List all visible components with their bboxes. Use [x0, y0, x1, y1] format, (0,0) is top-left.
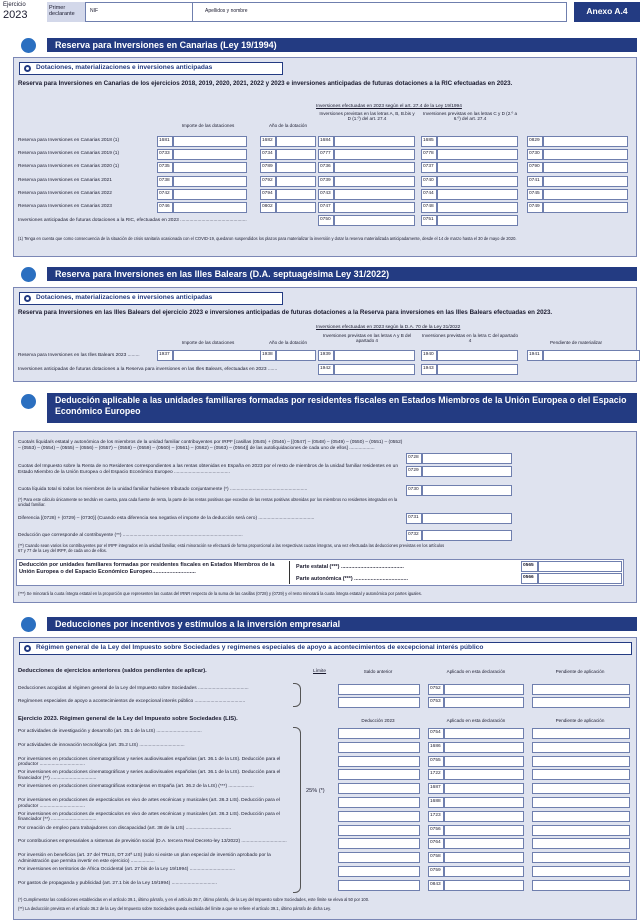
limite-label: Límite — [313, 669, 327, 674]
code-box: 1942 — [318, 364, 334, 375]
col-prev-cd: Inversiones previstas en las letras C y D (2.º a 6.º) del art. 27.4 — [422, 111, 518, 122]
aplicado-input[interactable] — [444, 742, 524, 753]
code-box: 0730 — [406, 485, 422, 496]
aplicado-input[interactable] — [444, 811, 524, 822]
code-box: 0755 — [428, 756, 444, 767]
code-box: 0752 — [428, 684, 444, 695]
anticipadas-cd-input[interactable] — [437, 215, 518, 226]
code-box: 0756 — [428, 825, 444, 836]
subsection-canarias — [19, 62, 283, 75]
canarias-row-label: Reserva para Inversiones en Canarias 2022 — [18, 190, 112, 196]
subsection-bullet-icon — [24, 295, 31, 302]
canarias-row-label: Reserva para Inversiones en Canarias 2020 (1) — [18, 164, 120, 170]
parte-estatal-label: Parte estatal (***) .......................................... — [296, 564, 404, 570]
canarias-intro: Reserva para Inversiones en Canarias de los ejercicios 2018, 2019, 2020, 2021, 2022 y 2023 e inversiones anticipadas de futuras dotaciones a la RIC efectuadas en 2023. — [18, 80, 513, 87]
pendiente-input[interactable] — [532, 811, 630, 822]
aplicado-input[interactable] — [444, 684, 524, 695]
deduccion-2023-input[interactable] — [338, 728, 420, 739]
code-box: 1939 — [318, 350, 334, 361]
ue-line-2: Cuotas del Impuesto sobre la Renta de no Residentes correspondientes a las rentas obtenidas en España en 2023 por el resto de miembros de la unidad familiar residentes en un Estado Miembro de la Unión Europea o del Espacio Económico Europeo .......................................... — [18, 464, 398, 476]
ue-diferencia-input[interactable] — [422, 513, 512, 524]
code-box: 0744 — [421, 189, 437, 200]
subsection-bullet-icon — [24, 65, 31, 72]
col-pendiente: Pendiente de aplicación — [555, 718, 605, 723]
baleares-value-input[interactable] — [437, 350, 518, 361]
code-box: 0802 — [260, 202, 276, 213]
canarias-value-input[interactable] — [334, 162, 415, 173]
code-box: 0731 — [406, 513, 422, 524]
ejercicio-title: Ejercicio 2023. Régimen general de la Ley del Impuesto sobre Sociedades (LIS). — [18, 716, 238, 722]
code-box: 1687 — [428, 783, 444, 794]
code-box: 0739 — [318, 176, 334, 187]
footnote-1: (*) Cumplimentar las condiciones establecidas en el artículo 39.1, último párrafo, y en el artículo 39.7, último párrafo, de la Ley del Impuesto sobre Sociedades, este límite se eleva al 50 por 100. — [18, 897, 370, 902]
baleares-anticipadas-label: Inversiones anticipadas de futuras dotaciones a la Reserva para inversiones en las Illes Balears, efectuadas en 2023 ....... — [18, 367, 278, 372]
canarias-value-input[interactable] — [334, 176, 415, 187]
ue-total-label: Deducción por unidades familiares formadas por residentes fiscales en Estados Miembros de la Unión Europea o del Espacio Económico Europeo............................ — [19, 562, 275, 575]
brace-anteriores — [293, 683, 301, 707]
code-box: 0764 — [428, 838, 444, 849]
subsection-incentivos — [19, 642, 632, 655]
subsection-title: Dotaciones, materializaciones e inversiones anticipadas — [36, 64, 213, 71]
canarias-value-input[interactable] — [437, 136, 518, 147]
code-box: 0566 — [521, 573, 538, 584]
anteriores-title: Deducciones de ejercicios anteriores (saldos pendientes de aplicar). — [18, 668, 207, 674]
pendiente-input[interactable] — [532, 742, 630, 753]
col-prev-c: Inversiones previstas en la letra C del apartado 4 — [422, 333, 519, 344]
col-saldo: Saldo anterior — [363, 669, 393, 674]
aplicado-input[interactable] — [444, 728, 524, 739]
pendiente-input[interactable] — [532, 728, 630, 739]
canarias-value-input[interactable] — [276, 162, 316, 173]
baleares-value-input[interactable] — [543, 350, 640, 361]
pendiente-input[interactable] — [532, 783, 630, 794]
parte-estatal-input[interactable] — [538, 561, 622, 572]
aplicado-input[interactable] — [444, 825, 524, 836]
canarias-value-input[interactable] — [543, 162, 628, 173]
code-box: 0790 — [527, 162, 543, 173]
ejercicio-row-label: Por inversiones en producciones cinematográficas y series audiovisuales españolas (art. 36.1 de la LIS). Deducción para el productor .................................. — [18, 756, 281, 768]
canarias-value-input[interactable] — [276, 136, 316, 147]
col-anio: Año de la dotación — [268, 340, 308, 345]
ue-line-1: Cuota/s líquida/s estatal y autonómica de los miembros de la unidad familiar contribuyentes por IRPF [casillas (0545) + (0546) – [(0547) – (0548) – (0549) – (0550) – (0551) – (0552) – (0553) – (0554) – (0555) – (0556) – (0557) – (0558) – (0559) – (0560) – (0561) – (0562) – (0563) – (0564)] de las autoliquidaciones de cada uno de ellos] ................... — [18, 440, 403, 452]
code-box: 1688 — [428, 797, 444, 808]
code-box: 1682 — [260, 136, 276, 147]
canarias-row-label: Reserva para Inversiones en Canarias 2019 (1) — [18, 151, 120, 157]
section-bullet-icon — [21, 617, 36, 632]
section-bullet-icon — [21, 267, 36, 282]
canarias-value-input[interactable] — [543, 202, 628, 213]
canarias-value-input[interactable] — [173, 149, 247, 160]
canarias-value-input[interactable] — [334, 149, 415, 160]
section-title-baleares: Reserva para Inversiones en las Illes Balears (D.A. septuagésima Ley 31/2022) — [47, 267, 637, 281]
code-box: 0829 — [527, 136, 543, 147]
canarias-row-label: Reserva para Inversiones en Canarias 2023 — [18, 204, 112, 209]
subsection-title: Dotaciones, materializaciones e inversiones anticipadas — [36, 294, 213, 301]
ejercicio-row-label: Por inversiones en producciones de espectáculos en vivo de artes escénicas y musicales (art. 36.3 LIS). Deducción para el productor .................................. — [18, 798, 280, 809]
col-importe: Importe de las dotaciones — [181, 123, 235, 128]
code-box: 0730 — [527, 149, 543, 160]
pendiente-input[interactable] — [532, 866, 630, 877]
canarias-value-input[interactable] — [437, 162, 518, 173]
code-box: 1937 — [157, 350, 173, 361]
code-box: 1938 — [260, 350, 276, 361]
aplicado-input[interactable] — [444, 783, 524, 794]
code-box: 0729 — [406, 466, 422, 477]
code-box: 0753 — [428, 697, 444, 708]
pendiente-input[interactable] — [532, 684, 630, 695]
code-box: 0751 — [421, 215, 437, 226]
aplicado-input[interactable] — [444, 838, 524, 849]
canarias-value-input[interactable] — [173, 176, 247, 187]
code-box: 0778 — [421, 149, 437, 160]
canarias-value-input[interactable] — [437, 189, 518, 200]
code-box: 0732 — [406, 530, 422, 541]
code-box: 1686 — [428, 742, 444, 753]
ue-note-3: (***) Se minorará la cuota íntegra estatal en la proporción que representen las cuotas del IRNR respecto de la suma de las casillas (0728) y (0729) y el resto minorará la cuota íntegra estatal y autonómica por partes iguales. — [18, 591, 422, 596]
ejercicio-row-label: Por actividades de innovación tecnológica (art. 35.2 LIS) .................................. — [18, 742, 185, 748]
code-box: 0745 — [527, 189, 543, 200]
annex-badge: Anexo A.4 — [574, 2, 640, 22]
pendiente-input[interactable] — [532, 769, 630, 780]
code-box: 1943 — [421, 364, 437, 375]
canarias-value-input[interactable] — [543, 136, 628, 147]
canarias-row-label: Reserva para Inversiones en Canarias 2018 (1) — [18, 138, 120, 143]
ejercicio-row-label: Por creación de empleo para trabajadores con discapacidad (art. 38 de la LIS) .................................. — [18, 825, 232, 831]
ue-note-2: (**) Cuando sean varios los contribuyentes por el IRPF integrados en la unidad familiar, está minoración se efectuará de forma proporcional a las respectivas cuotas íntegras, una vez efectuada las deducciones previstas en los artículos 67 y 77 de la Ley del IRPF, de cada uno de ellos. — [18, 543, 445, 554]
limit-value: 25% (*) — [306, 788, 325, 794]
divider — [289, 561, 291, 584]
ue-deduccion-input[interactable] — [422, 530, 512, 541]
brace-ejercicio — [293, 727, 301, 893]
code-box: 0746 — [157, 202, 173, 213]
ue-line-4: Diferencia [(0728) + (0729) – (0730)] (Cuando esta diferencia sea negativa el importe de la deducción será cero) .......................................... — [18, 516, 315, 521]
code-box: 0758 — [428, 852, 444, 863]
canarias-value-input[interactable] — [437, 176, 518, 187]
apellidos-label: Apellidos y nombre — [205, 8, 248, 14]
canarias-note: (1) Tenga en cuenta que como consecuencia de la situación de crisis sanitaria ocasionada con el COVID-19, quedaron suspendidos los plazos para materializar la inversión y dotar la reserva materializada anticipadamente, desde el 14 de marzo hasta el 30 de mayo de 2020. — [18, 236, 517, 241]
ue-cuota-conjunta-input[interactable] — [422, 485, 512, 496]
ejercicio-row-label: Por inversiones en producciones de espectáculos en vivo de artes escénicas y musicales (art. 36.3 LIS). Deducción para el financiador (**) .................................. — [18, 811, 280, 823]
primer-declarante-label: Primer declarante — [47, 2, 85, 22]
col-prev-a: Inversiones previstas en las letras A y B del apartado 4 — [322, 333, 412, 344]
code-box: 0728 — [406, 453, 422, 464]
aplicado-input[interactable] — [444, 880, 524, 891]
code-box: 0741 — [527, 176, 543, 187]
canarias-value-input[interactable] — [334, 202, 415, 213]
pendiente-input[interactable] — [532, 697, 630, 708]
canarias-value-input[interactable] — [334, 189, 415, 200]
canarias-value-input[interactable] — [543, 149, 628, 160]
code-box: 0792 — [260, 176, 276, 187]
code-box: 1685 — [421, 136, 437, 147]
deduccion-2023-input[interactable] — [338, 852, 420, 863]
section-title-canarias: Reserva para Inversiones en Canarias (Ley 19/1994) — [47, 38, 637, 52]
col-pendiente: Pendiente de aplicación — [555, 669, 605, 674]
baleares-value-input[interactable] — [173, 350, 269, 361]
code-box: 0794 — [260, 189, 276, 200]
code-box: 0747 — [318, 202, 334, 213]
deduccion-2023-input[interactable] — [338, 742, 420, 753]
aplicado-input[interactable] — [444, 756, 524, 767]
code-box: 0749 — [527, 202, 543, 213]
subsection-title: Régimen general de la Ley del Impuesto sobre Sociedades y regímenes especiales de apoyo a acontecimientos de excepcional interés público — [36, 644, 484, 651]
deduccion-2023-input[interactable] — [338, 838, 420, 849]
nif-label: NIF — [90, 8, 99, 14]
code-box: 0735 — [157, 162, 173, 173]
canarias-row-label: Reserva para Inversiones en Canarias 2021 — [18, 177, 112, 183]
baleares-anticipadas-c-input[interactable] — [437, 364, 518, 375]
code-box: 0737 — [421, 162, 437, 173]
anteriores-row-label: Deducciones acogidas al régimen general de la Ley del Impuesto sobre Sociedades ...................................... — [18, 686, 249, 691]
code-box: 0759 — [428, 866, 444, 877]
deduccion-2023-input[interactable] — [338, 797, 420, 808]
section-title-ue: Deducción aplicable a las unidades familiares formadas por residentes fiscales en Estados Miembros de la Unión Europea o del Espacio Económico Europeo — [47, 393, 637, 423]
form-header — [0, 0, 643, 26]
baleares-group-header: Inversiones efectuadas en 2023 según la D.A. 70 de la Ley 31/2022 — [316, 325, 461, 330]
baleares-value-input[interactable] — [334, 350, 415, 361]
code-box: 0565 — [521, 561, 538, 572]
baleares-intro: Reserva para Inversiones en las Illes Balears del ejercicio 2023 e inversiones anticipadas de futuras dotaciones a la Reserva para inversiones en las Illes Balears efectuadas en 2023. — [18, 309, 553, 316]
aplicado-input[interactable] — [444, 866, 524, 877]
ejercicio-label: Ejercicio — [3, 2, 26, 8]
deduccion-2023-input[interactable] — [338, 769, 420, 780]
ejercicio-row-label: Por inversiones en producciones cinematográficas extranjeras en España (art. 36.2 de la LIS) (***) ................... — [18, 784, 254, 790]
code-box: 0743 — [318, 189, 334, 200]
saldo-anterior-input[interactable] — [338, 684, 420, 695]
ejercicio-row-label: Por gastos de propaganda y publicidad (art. 27.1 bis de la Ley 19/1994) .................................. — [18, 880, 217, 886]
ejercicio-row-label: Por contribuciones empresariales a sistemas de previsión social (D.A. tercera Real Decreto-ley 13/2022) .................................. — [18, 839, 287, 845]
section-bullet-icon — [21, 38, 36, 53]
pendiente-input[interactable] — [532, 825, 630, 836]
col-pendiente: Pendiente de materializar — [549, 340, 603, 345]
deduccion-2023-input[interactable] — [338, 811, 420, 822]
canarias-value-input[interactable] — [276, 189, 316, 200]
canarias-value-input[interactable] — [437, 149, 518, 160]
code-box: 1940 — [421, 350, 437, 361]
parte-autonomica-label: Parte autonómica (***) .................................... — [296, 576, 409, 582]
saldo-anterior-input[interactable] — [338, 697, 420, 708]
col-importe: Importe de las dotaciones — [181, 340, 235, 345]
canarias-value-input[interactable] — [437, 202, 518, 213]
aplicado-input[interactable] — [444, 852, 524, 863]
baleares-anticipadas-a-input[interactable] — [334, 364, 415, 375]
deduccion-2023-input[interactable] — [338, 783, 420, 794]
canarias-value-input[interactable] — [173, 162, 247, 173]
anteriores-row-label: Regímenes especiales de apoyo a acontecimientos de excepcional interés público ...................................... — [18, 699, 246, 704]
code-box: 1681 — [157, 136, 173, 147]
code-box: 0736 — [318, 162, 334, 173]
ejercicio-year: 2023 — [3, 9, 28, 21]
code-box: 0740 — [421, 176, 437, 187]
col-anio: Año de la dotación — [268, 123, 308, 128]
code-box: 1684 — [318, 136, 334, 147]
pendiente-input[interactable] — [532, 880, 630, 891]
code-box: 0754 — [428, 728, 444, 739]
ejercicio-row-label: Por actividades de investigación y desarrollo (art. 35.1 de la LIS) .................................. — [18, 729, 202, 734]
ejercicio-row-label: Por inversión en beneficios (art. 37 del TRLIS, DT 24ª LIS) (solo si existe un plan especial de inversión aprobado por la Administración que permita invertir en este ejercicio) .................. — [18, 853, 271, 864]
section-title-incentivos: Deducciones por incentivos y estímulos a la inversión empresarial — [47, 617, 637, 631]
canarias-value-input[interactable] — [276, 202, 316, 213]
baleares-value-input[interactable] — [276, 350, 316, 361]
parte-autonomica-input[interactable] — [538, 573, 622, 584]
aplicado-input[interactable] — [444, 697, 524, 708]
code-box: 0733 — [157, 149, 173, 160]
pendiente-input[interactable] — [532, 838, 630, 849]
canarias-value-input[interactable] — [334, 136, 415, 147]
code-box: 1723 — [428, 811, 444, 822]
nif-field[interactable] — [85, 2, 193, 22]
col-deduccion: Deducción 2023 — [361, 718, 395, 723]
ue-line-5: Deducción que corresponde al contribuyente (**) .......................................................................................... — [18, 533, 243, 538]
apellidos-field[interactable] — [193, 2, 567, 22]
canarias-value-input[interactable] — [543, 189, 628, 200]
aplicado-input[interactable] — [444, 797, 524, 808]
ejercicio-row-label: Por inversiones en territorios de África Occidental (art. 27 bis de la Ley 19/1994) .................................. — [18, 867, 236, 872]
code-box: 0750 — [318, 215, 334, 226]
ue-cuota-irnr-input[interactable] — [422, 466, 512, 477]
code-box: 0738 — [157, 176, 173, 187]
canarias-value-input[interactable] — [173, 136, 247, 147]
col-aplicado: Aplicado en esta declaración — [446, 718, 506, 723]
subsection-bullet-icon — [24, 645, 31, 652]
code-box: 1722 — [428, 769, 444, 780]
code-box: 1941 — [527, 350, 543, 361]
anticipadas-label: Inversiones anticipadas de futuras dotaciones a la RIC, efectuadas en 2023 .................................................. — [18, 218, 247, 223]
canarias-value-input[interactable] — [543, 176, 628, 187]
code-box: 0734 — [260, 149, 276, 160]
aplicado-input[interactable] — [444, 769, 524, 780]
code-box: 0748 — [421, 202, 437, 213]
code-box: 0777 — [318, 149, 334, 160]
section-bullet-icon — [21, 394, 36, 409]
pendiente-input[interactable] — [532, 797, 630, 808]
pendiente-input[interactable] — [532, 852, 630, 863]
pendiente-input[interactable] — [532, 756, 630, 767]
deduccion-2023-input[interactable] — [338, 880, 420, 891]
baleares-row-label: Reserva para Inversiones en las Illes Balears 2023 ......... — [18, 353, 140, 358]
canarias-value-input[interactable] — [276, 149, 316, 160]
ue-line-3: Cuota líquida total si todos los miembros de la unidad familiar hubiesen tributado conjuntamente (*) .......................................................... — [18, 487, 308, 492]
code-box: 0789 — [260, 162, 276, 173]
subsection-baleares — [19, 292, 283, 305]
deduccion-2023-input[interactable] — [338, 866, 420, 877]
deduccion-2023-input[interactable] — [338, 756, 420, 767]
col-aplicado: Aplicado en esta declaración — [446, 669, 506, 674]
canarias-group-header: Inversiones efectuadas en 2023 según el art. 27.4 de la Ley 19/1994 — [316, 104, 462, 109]
footnote-2: (**) La deducción prevista en el artículo 36.2 de la Ley del Impuesto sobre Sociedades queda excluida del límite a que se refiere el artículo 39.1, último párrafo de dicha Ley. — [18, 906, 332, 911]
col-prev-abd: Inversiones previstas en las letras A, B, B.bis y D (1.º) del art. 27.4 — [319, 111, 415, 122]
anticipadas-abd-input[interactable] — [334, 215, 415, 226]
ue-note-1: (*) Para este cálculo únicamente se tendrán en cuenta, para cada fuente de renta, la parte de las rentas positivas que excedan de las rentas positivas obtenidas por los miembros no residentes integrados en la unidad familiar. — [18, 497, 398, 508]
ue-cuota-irpf-input[interactable] — [422, 453, 512, 464]
code-box: 0843 — [428, 880, 444, 891]
canarias-value-input[interactable] — [276, 176, 316, 187]
canarias-value-input[interactable] — [173, 202, 247, 213]
ejercicio-row-label: Por inversiones en producciones cinematográficas y series audiovisuales españolas (art. 36.1 de la LIS). Deducción para el financiador (**) .................................. — [18, 770, 281, 781]
canarias-value-input[interactable] — [173, 189, 247, 200]
deduccion-2023-input[interactable] — [338, 825, 420, 836]
code-box: 0742 — [157, 189, 173, 200]
